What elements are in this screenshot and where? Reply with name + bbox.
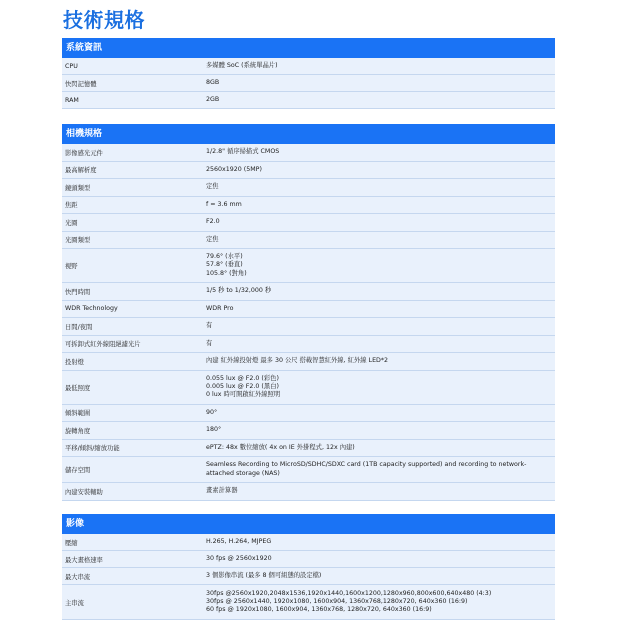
spec-row-storage [62, 457, 555, 483]
spec-value-line: 30fps @2560x1920,2048x1536,1920x1440,1600x1200,1280x960,800x600,640x480 (4:3) [206, 589, 492, 597]
spec-label: 鏡頭類型 [65, 184, 91, 192]
spec-value-line: 60 fps @ 1920x1080, 1600x904, 1360x768, 1280x720, 640x360 (16:9) [206, 606, 432, 614]
spec-row-aperture-type [62, 232, 555, 250]
spec-value: 2560x1920 (5MP) [206, 165, 262, 173]
spec-value: F2.0 [206, 218, 220, 226]
spec-label: RAM [65, 96, 79, 104]
spec-row-max-frame-rate [62, 551, 555, 568]
spec-value: 8GB [206, 78, 220, 86]
spec-row-tilt-range [62, 405, 555, 423]
spec-value: 90° [206, 408, 218, 416]
spec-value: 30 fps @ 2560x1920 [206, 554, 272, 562]
spec-value: 1/2.8" 循序掃描式 CMOS [206, 148, 280, 156]
spec-value-line: 30fps @ 2560x1440, 1920x1080, 1600x904, 1360x768,1280x720, 640x360 (16:9) [206, 597, 468, 605]
spec-row-installation-aid [62, 483, 555, 501]
spec-label: 最大畫格速率 [65, 556, 103, 564]
spec-label: 光圈類型 [65, 237, 91, 245]
spec-value: 內建 紅外線投射燈 最多 30 公尺 搭載智慧紅外線, 紅外線 LED*2 [206, 357, 389, 365]
spec-row-min-illumination [62, 371, 555, 405]
spec-label: 最大串流 [65, 573, 91, 581]
spec-label: 主串流 [65, 599, 84, 607]
spec-row-ptz [62, 440, 555, 458]
spec-value: 多媒體 SoC (系統單晶片) [206, 61, 278, 69]
spec-label: 光圈 [65, 219, 78, 227]
spec-row-aperture [62, 214, 555, 232]
spec-label: 快閃記憶體 [65, 80, 97, 88]
spec-row-compression [62, 534, 555, 551]
spec-row-illuminator [62, 353, 555, 371]
spec-label: 投射燈 [65, 358, 84, 366]
spec-value: 畫素計算器 [206, 487, 238, 495]
spec-row-wdr [62, 301, 555, 319]
spec-row-max-resolution [62, 162, 555, 180]
section-camera-specs [62, 124, 555, 501]
page-title: 技術規格 [63, 8, 145, 32]
spec-label: 最低照度 [65, 384, 91, 392]
spec-row-flash [62, 75, 555, 92]
spec-value: ePTZ: 48x 數位縮放( 4x on IE 外掛程式, 12x 內建) [206, 443, 355, 451]
spec-label: 最高解析度 [65, 167, 97, 175]
spec-value: 1/5 秒 to 1/32,000 秒 [206, 287, 272, 295]
spec-label: CPU [65, 62, 78, 70]
spec-row-day-night [62, 318, 555, 336]
spec-value: 有 [206, 322, 213, 330]
spec-label: 焦距 [65, 202, 78, 210]
spec-value-line: 79.6° (水平) [206, 253, 243, 261]
spec-value [206, 590, 555, 615]
spec-value-line: 0.005 lux @ F2.0 (黑白) [206, 382, 279, 390]
spec-label: 平移/傾斜/縮放功能 [65, 445, 120, 453]
spec-row-cpu [62, 58, 555, 75]
spec-value: f = 3.6 mm [206, 200, 242, 208]
spec-value [206, 375, 555, 400]
spec-row-max-streams [62, 568, 555, 585]
spec-row-ram [62, 92, 555, 109]
spec-row-rotation [62, 422, 555, 440]
spec-label: 旋轉角度 [65, 427, 91, 435]
spec-value: 2GB [206, 95, 220, 103]
spec-value: Seamless Recording to MicroSD/SDHC/SDXC card (1TB capacity supported) and recording to network-attached storage (NAS) [206, 461, 527, 477]
section-header: 相機規格 [62, 124, 555, 144]
section-header: 影像 [62, 514, 555, 534]
spec-value: WDR Pro [206, 304, 234, 312]
spec-value: H.265, H.264, MJPEG [206, 537, 272, 545]
spec-label: 可拆卸式紅外線阻絕濾光片 [65, 341, 141, 349]
spec-row-lens-type [62, 179, 555, 197]
spec-label: 影像感光元件 [65, 149, 103, 157]
spec-label: 傾斜範圍 [65, 410, 91, 418]
spec-row-main-stream [62, 585, 555, 620]
spec-label: WDR Technology [65, 305, 118, 313]
spec-value: 3 個影像串流 (最多 8 個可組態的設定檔) [206, 571, 322, 579]
spec-value-line: 105.8° (對角) [206, 269, 247, 277]
spec-label: 視野 [65, 263, 78, 270]
spec-row-field-of-view [62, 249, 555, 283]
spec-row-shutter-time [62, 283, 555, 301]
spec-value: 定焦 [206, 183, 219, 191]
spec-value: 180° [206, 426, 222, 434]
spec-value-line: 0.055 lux @ F2.0 (彩色) [206, 374, 279, 382]
section-system-info [62, 38, 555, 109]
spec-label: 儲存空間 [65, 467, 91, 474]
spec-label: 快門時間 [65, 288, 91, 296]
spec-value-line: 57.8° (垂直) [206, 261, 243, 269]
spec-row-ir-cut-filter [62, 336, 555, 354]
spec-row-focal-length [62, 197, 555, 215]
spec-row-sensor [62, 144, 555, 162]
spec-value: 有 [206, 339, 213, 347]
section-video [62, 514, 555, 620]
spec-label: 日間/夜間 [65, 323, 93, 331]
spec-label: 壓縮 [65, 539, 78, 547]
spec-value: 定焦 [206, 235, 219, 243]
spec-value [206, 253, 555, 278]
spec-label: 內建安裝輔助 [65, 488, 103, 496]
spec-value-line: 0 lux 時可開啟紅外線照明 [206, 391, 281, 399]
section-header: 系統資訊 [62, 38, 555, 58]
